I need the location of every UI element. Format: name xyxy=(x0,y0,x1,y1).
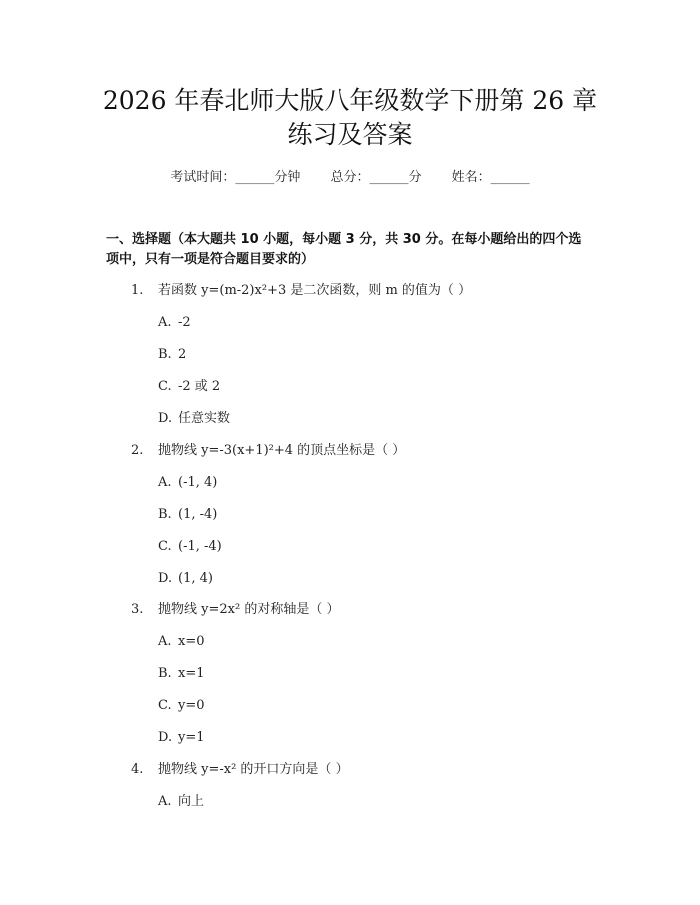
question-3-number: 3. xyxy=(131,602,144,617)
option-text: y=1 xyxy=(178,730,205,745)
option-text: -2 或 2 xyxy=(178,379,221,394)
option-text: 任意实数 xyxy=(178,411,231,426)
document-title-line-2: 练习及答案 xyxy=(287,120,413,149)
question-2-number: 2. xyxy=(131,443,144,458)
question-3-option-c xyxy=(158,697,205,715)
option-letter: D. xyxy=(158,411,173,426)
option-letter: D. xyxy=(158,730,173,745)
option-letter: C. xyxy=(158,539,172,554)
option-letter: B. xyxy=(158,507,172,522)
option-text: x=0 xyxy=(178,634,205,649)
exam-time-field: 考试时间：______分钟 xyxy=(170,170,301,185)
option-text: x=1 xyxy=(178,666,205,681)
option-letter: C. xyxy=(158,379,172,394)
question-4-text: 抛物线 y=-x² 的开口方向是（ ） xyxy=(158,762,349,777)
option-text: y=0 xyxy=(178,698,205,713)
option-letter: A. xyxy=(158,475,172,490)
option-letter: B. xyxy=(158,347,172,362)
section-heading-line-2: 项中，只有一项是符合题目要求的） xyxy=(106,252,315,267)
question-3-option-d xyxy=(158,729,205,747)
question-1-option-c xyxy=(158,378,220,396)
question-2-option-c xyxy=(158,538,222,556)
total-score-field: 总分：______分 xyxy=(330,170,422,185)
option-letter: A. xyxy=(158,794,172,809)
option-letter: A. xyxy=(158,634,172,649)
question-3-text: 抛物线 y=2x² 的对称轴是（ ） xyxy=(158,602,340,617)
question-2-text: 抛物线 y=-3(x+1)²+4 的顶点坐标是（ ） xyxy=(158,443,406,458)
option-text: (-1, 4) xyxy=(178,475,218,490)
question-1-option-b xyxy=(158,346,186,364)
question-4-option-a xyxy=(158,793,204,811)
question-4-number: 4. xyxy=(131,762,144,777)
option-letter: D. xyxy=(158,571,173,586)
exam-info-row xyxy=(0,169,700,187)
student-name-field: 姓名：______ xyxy=(451,170,530,185)
option-letter: B. xyxy=(158,666,172,681)
question-2-option-d xyxy=(158,570,213,588)
question-2-option-a xyxy=(158,474,217,492)
question-2-option-b xyxy=(158,506,217,524)
option-text: -2 xyxy=(178,315,191,330)
option-text: (-1, -4) xyxy=(178,539,222,554)
option-text: 向上 xyxy=(178,794,205,809)
option-text: (1, 4) xyxy=(178,571,213,586)
question-1-option-d xyxy=(158,410,230,428)
option-letter: A. xyxy=(158,315,172,330)
question-3-option-b xyxy=(158,665,205,683)
question-3-option-a xyxy=(158,633,205,651)
option-text: 2 xyxy=(178,347,187,362)
section-heading-line-1: 一、选择题（本大题共 10 小题，每小题 3 分，共 30 分。在每小题给出的四个选 xyxy=(106,232,582,247)
option-text: (1, -4) xyxy=(178,507,218,522)
option-letter: C. xyxy=(158,698,172,713)
question-1-number: 1. xyxy=(131,283,144,298)
document-title-line-1: 2026 年春北师大版八年级数学下册第 26 章 xyxy=(102,86,598,115)
question-1-option-a xyxy=(158,314,191,332)
question-1-text: 若函数 y=(m-2)x²+3 是二次函数，则 m 的值为（ ） xyxy=(158,283,472,298)
